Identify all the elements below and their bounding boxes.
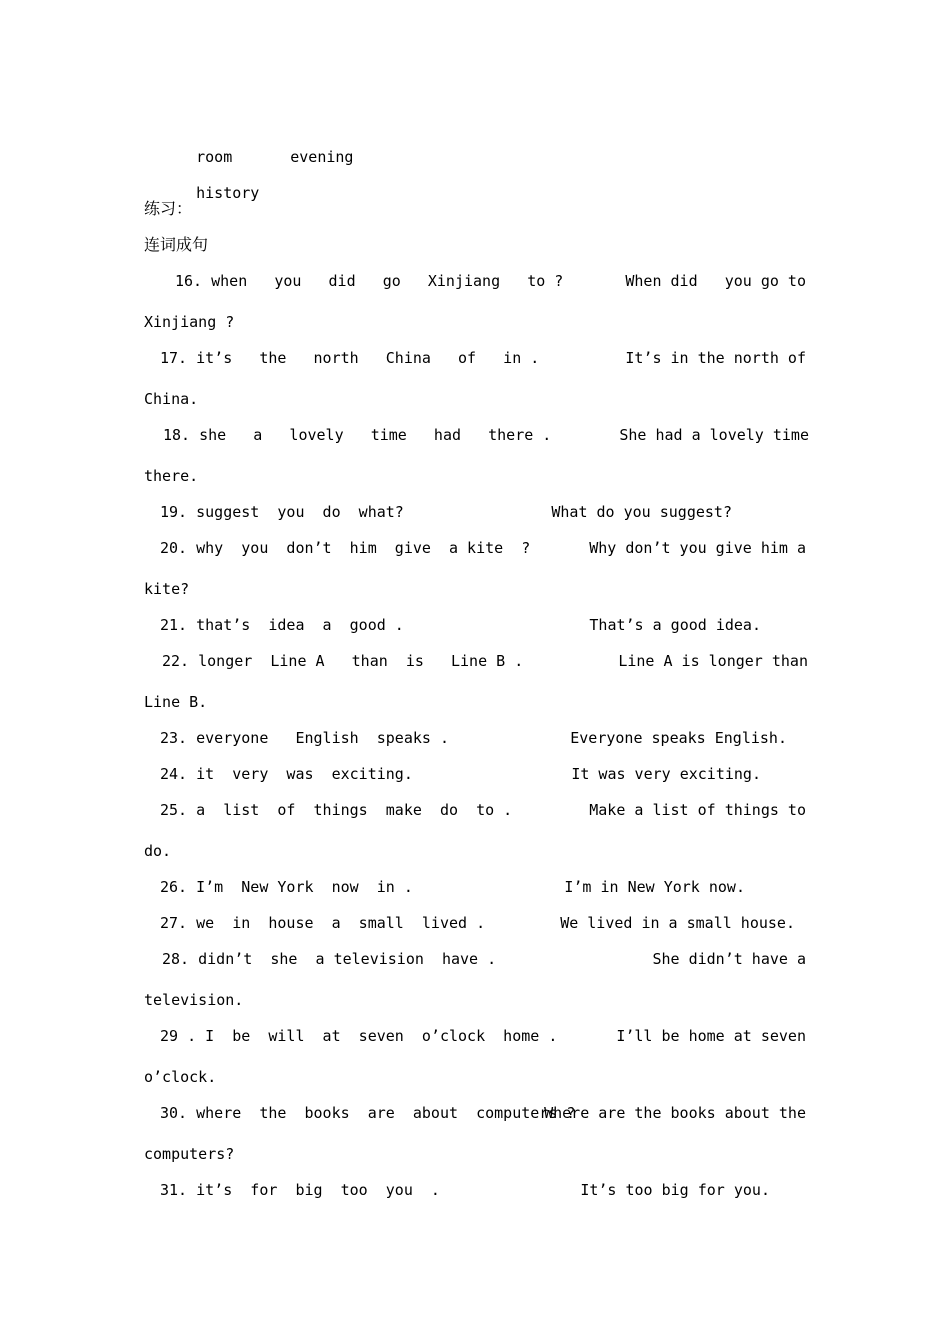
exercise-item	[160, 538, 806, 618]
exercise-item	[160, 348, 806, 428]
answer-continuation: China.	[144, 390, 199, 408]
exercise-item	[175, 271, 806, 351]
scrambled-words: 28. didn’t she a television have .	[162, 950, 497, 968]
exercise-item	[160, 800, 806, 880]
scrambled-words: 24. it very was exciting.	[160, 765, 413, 783]
vocab-word: evening	[290, 148, 354, 166]
answer-continuation: Xinjiang ?	[144, 313, 235, 331]
scrambled-words: 20. why you don’t him give a kite ?	[160, 539, 531, 557]
scrambled-words: 23. everyone English speaks .	[160, 729, 449, 747]
scrambled-words: 30. where the books are about computers ?	[160, 1104, 576, 1122]
scrambled-words: 17. it’s the north China of in .	[160, 349, 540, 367]
exercise-item	[163, 425, 809, 505]
answer-continuation: television.	[144, 991, 244, 1009]
answer-sentence: That’s a good idea.	[589, 616, 761, 634]
scrambled-words: 19. suggest you do what?	[160, 503, 404, 521]
answer-sentence: I’ll be home at seven	[616, 1027, 806, 1045]
answer-continuation: there.	[144, 467, 199, 485]
scrambled-words: 27. we in house a small lived .	[160, 914, 486, 932]
answer-sentence: I’m in New York now.	[564, 878, 745, 896]
answer-continuation: kite?	[144, 580, 190, 598]
answer-sentence: Everyone speaks English.	[570, 729, 787, 747]
exercise-item	[160, 1180, 770, 1260]
answer-sentence: Why don’t you give him a	[589, 539, 806, 557]
answer-continuation: o’clock.	[144, 1068, 217, 1086]
answer-sentence: She had a lovely time	[619, 426, 809, 444]
exercise-item	[162, 949, 806, 1029]
answer-continuation: do.	[144, 842, 172, 860]
vocab-word: room	[196, 148, 233, 166]
exercise-item	[160, 1103, 806, 1183]
section-title: 练习：	[144, 199, 193, 218]
exercise-item	[160, 1026, 806, 1106]
scrambled-words: 16. when you did go Xinjiang to ?	[175, 272, 564, 290]
exercise-title: 连词成句	[144, 235, 209, 254]
answer-continuation: Line B.	[144, 693, 208, 711]
scrambled-words: 22. longer Line A than is Line B .	[162, 652, 524, 670]
scrambled-words: 29 . I be will at seven o’clock home .	[160, 1027, 558, 1045]
scrambled-words: 26. I’m New York now in .	[160, 878, 413, 896]
answer-continuation: computers?	[144, 1145, 235, 1163]
answer-sentence: What do you suggest?	[551, 503, 732, 521]
answer-sentence: Make a list of things to	[589, 801, 806, 819]
answer-sentence: Where are the books about the	[544, 1104, 806, 1122]
answer-sentence: It was very exciting.	[571, 765, 761, 783]
answer-sentence: When did you go to	[625, 272, 806, 290]
scrambled-words: 18. she a lovely time had there .	[163, 426, 552, 444]
scrambled-words: 31. it’s for big too you .	[160, 1181, 440, 1199]
answer-sentence: Line A is longer than	[618, 652, 808, 670]
answer-sentence: It’s too big for you.	[580, 1181, 770, 1199]
scrambled-words: 25. a list of things make do to .	[160, 801, 513, 819]
scrambled-words: 21. that’s idea a good .	[160, 616, 404, 634]
vocab-word: history	[196, 184, 260, 202]
answer-sentence: She didn’t have a	[652, 950, 806, 968]
answer-sentence: It’s in the north of	[625, 349, 806, 367]
answer-sentence: We lived in a small house.	[560, 914, 795, 932]
exercise-item	[162, 651, 808, 731]
